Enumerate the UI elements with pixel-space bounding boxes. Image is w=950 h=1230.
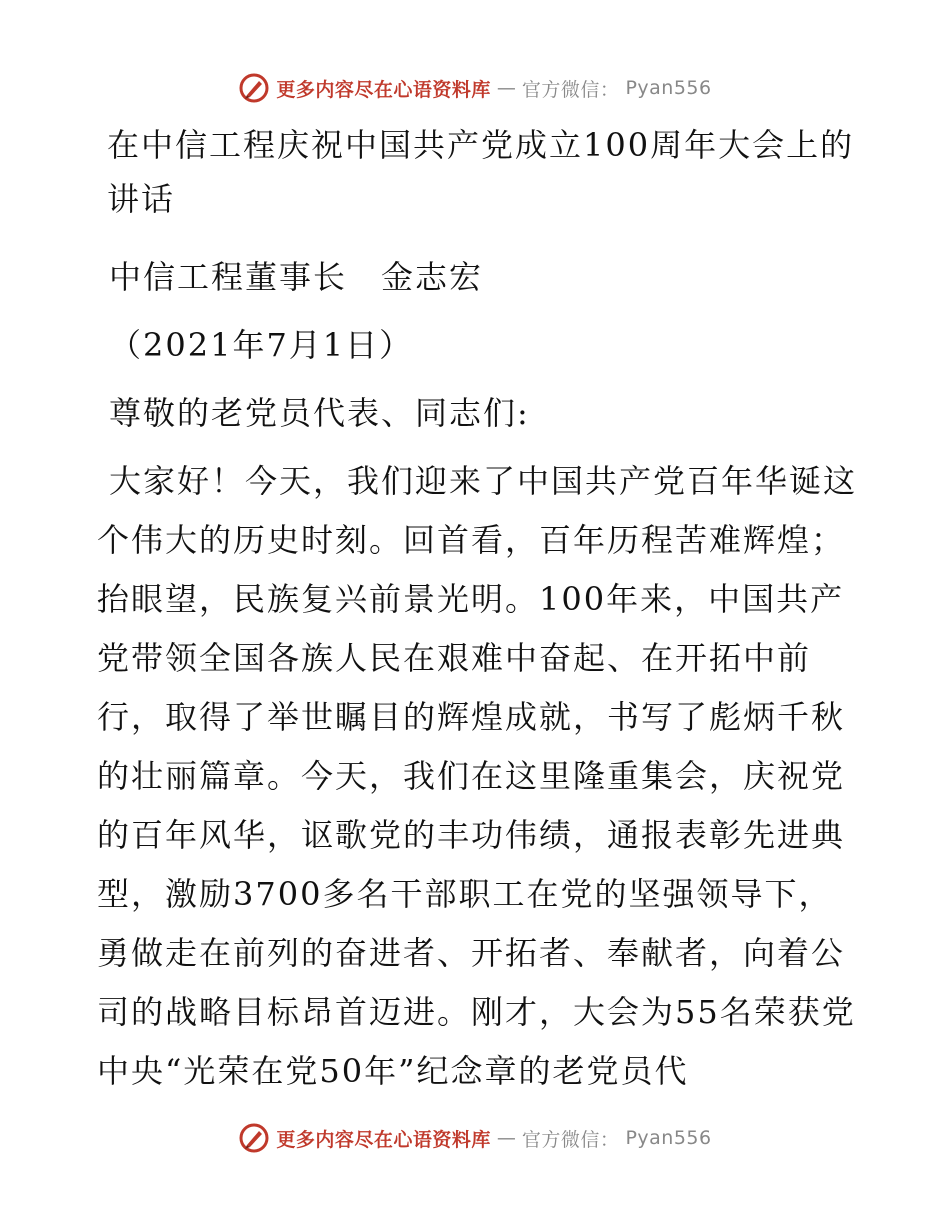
watermark-brand: 更多内容尽在心语资料库 (276, 1128, 491, 1151)
watermark-wechat-id: Pyan556 (625, 1127, 712, 1149)
watermark-official: 官方微信： (521, 78, 620, 101)
pen-circle-icon (238, 1122, 270, 1154)
document-speaker: 中信工程董事长 金志宏 (109, 258, 484, 296)
watermark-footer (0, 1122, 950, 1154)
watermark-dash: — (496, 77, 516, 99)
document-title: 在中信工程庆祝中国共产党成立100周年大会上的讲话 (107, 126, 855, 218)
watermark-dash: — (496, 1127, 516, 1149)
document-body: 大家好！今天，我们迎来了中国共产党百年华诞这个伟大的历史时刻。回首看，百年历程苦难辉煌；抬眼望，民族复兴前景光明。100年来，中国共产党带领全国各族人民在艰难中奋起、在开拓中前行，取得了举世瞩目的辉煌成就，书写了彪炳千秋的壮丽篇章。今天，我们在这里隆重集会，庆祝党的百年风华，讴歌党的丰功伟绩，通报表彰先进典型，激励3700多名干部职工在党的坚强领导下，勇做走在前列的奋进者、开拓者、奉献者，向着公司的战略目标昂首迈进。刚才，大会为55名荣获党中央“光荣在党50年”纪念章的老党员代 (97, 462, 858, 1090)
watermark-wechat-id: Pyan556 (625, 77, 712, 99)
watermark-header (0, 72, 950, 104)
document-greeting: 尊敬的老党员代表、同志们: (109, 394, 530, 432)
watermark-official: 官方微信： (521, 1128, 620, 1151)
document-content (97, 118, 857, 1101)
document-date: （2021年7月1日） (109, 326, 414, 364)
watermark-brand: 更多内容尽在心语资料库 (276, 78, 491, 101)
pen-circle-icon (238, 72, 270, 104)
